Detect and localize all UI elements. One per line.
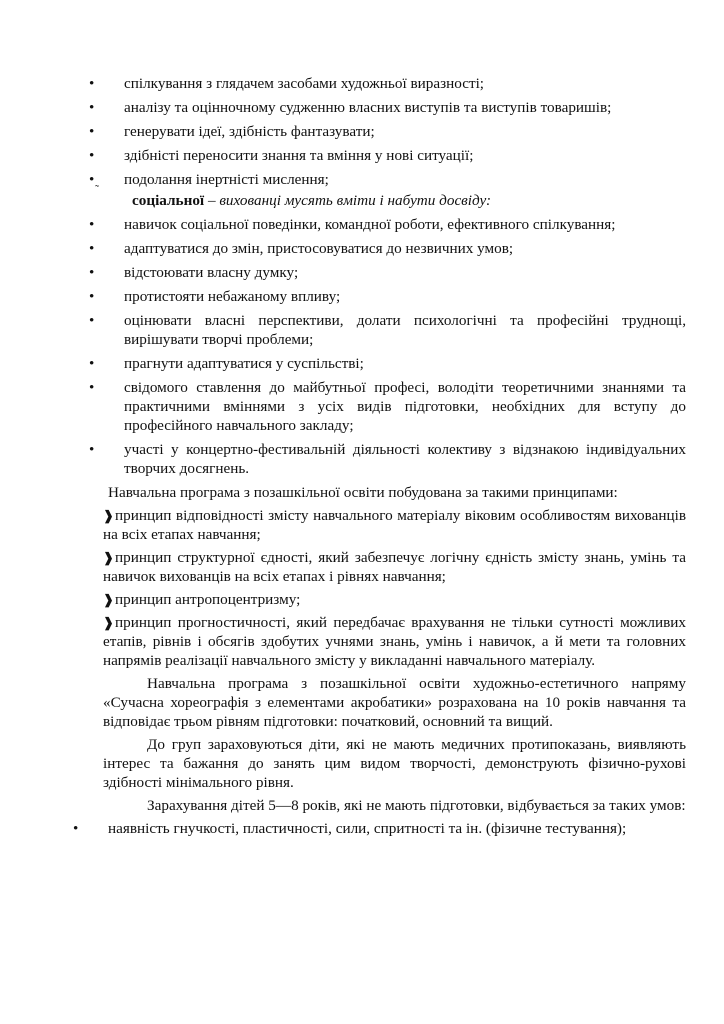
list-item: • здібністі переносити знання та вміння у нові ситуації; <box>89 147 474 164</box>
conditions-list <box>0 819 724 838</box>
bullet: • <box>89 312 95 329</box>
principle-item: ❱принцип структурної єдності, який забезпечує логічну єдність змісту знань, умінь та навичок вихованців на всіх етапах і рівнях навчання; <box>103 549 686 585</box>
list-item: • участі у концертно-фестивальній діяльності колективу з відзнакою індивідуальних творчих досягнень. <box>89 441 686 477</box>
bullet: • <box>89 288 95 305</box>
principle-item: ❱принцип антропоцентризму; <box>103 591 301 608</box>
list-item: • прагнути адаптуватися у суспільстві; <box>89 355 364 372</box>
bullet: • <box>89 264 95 281</box>
list-item: • аналізу та оцінночному судженню власних виступів та виступів товаришів; <box>89 99 612 116</box>
list-item: • наявність гнучкості, пластичності, сили, спритності та ін. (фізичне тестування); <box>73 820 627 837</box>
bullet: • <box>89 355 95 372</box>
bullet: • <box>89 75 95 92</box>
principles-intro: Навчальна програма з позашкільної освіти побудована за такими принципами: <box>108 484 618 501</box>
principles-list <box>0 506 724 670</box>
arrow-bullet-icon: ❱ <box>103 508 114 523</box>
social-heading <box>0 191 724 210</box>
list-item: • відстоювати власну думку; <box>89 264 299 281</box>
tilde-marker: ˜ <box>95 182 99 196</box>
list-item: • адаптуватися до змін, пристосовуватися до незвичних умов; <box>89 240 514 257</box>
list-item: • спілкування з глядачем засобами художньої виразності; <box>89 75 485 92</box>
list-item: • свідомого ставлення до майбутньої професі, володіти теоретичними знаннями та практичними вміннями з усіх видів підготовки, необхідних для вступу до професійного навчального закладу; <box>89 379 686 434</box>
bullet: • <box>89 379 95 396</box>
bullet: • <box>89 147 95 164</box>
bullet: • <box>89 441 95 458</box>
enrollment-paragraph: До груп зараховуються діти, які не мають медичних протипоказань, виявляють інтерес та бажання до занять цим видом творчості, демонструють фізично-рухові здібності мінімального рівня. <box>103 736 686 791</box>
arrow-bullet-icon: ❱ <box>103 592 114 607</box>
bullet: • <box>73 820 79 837</box>
bullet: • <box>89 240 95 257</box>
list-item: • оцінювати власні перспективи, долати психологічні та професійні труднощі, вирішувати творчі проблеми; <box>89 312 686 348</box>
list-item: • генерувати ідеї, здібність фантазувати; <box>89 123 375 140</box>
document-body <box>0 74 724 838</box>
social-description: – вихованці мусять вміти і набути досвіду: <box>204 192 492 209</box>
social-skills-list <box>0 215 724 478</box>
list-item: • навичок соціальної поведінки, командної роботи, ефективного спілкування; <box>89 216 616 233</box>
bullet: • <box>89 99 95 116</box>
program-paragraph: Навчальна програма з позашкільної освіти художньо-естетичного напряму «Сучасна хореографія з елементами акробатики» розрахована на 10 років навчання та відповідає трьом рівням підготовки: початковий, основний та вищий. <box>103 675 686 730</box>
list-item: • подолання інертністі мислення; <box>89 171 329 188</box>
bullet: • <box>89 171 95 188</box>
arrow-bullet-icon: ❱ <box>103 615 114 630</box>
list-item: • протистояти небажаному впливу; <box>89 288 341 305</box>
bullet: • <box>89 123 95 140</box>
social-term: соціальної <box>132 192 205 209</box>
principle-item: ❱принцип прогностичності, який передбачає врахування не тільки сутності можливих етапів, рівнів і обсягів здобутих учнями знань, умінь і навичок, а й мети та головних напрямів реалізації навчального змісту у викладанні навчального матеріалу. <box>103 614 686 669</box>
arrow-bullet-icon: ❱ <box>103 550 114 565</box>
principle-item: ❱принцип відповідності змісту навчального матеріалу віковим особливостям вихованців на всіх етапах навчання; <box>103 507 686 543</box>
bullet: • <box>89 216 95 233</box>
skills-list <box>0 74 724 189</box>
conditions-paragraph: Зарахування дітей 5—8 років, які не мають підготовки, відбувається за таких умов: <box>147 797 686 814</box>
